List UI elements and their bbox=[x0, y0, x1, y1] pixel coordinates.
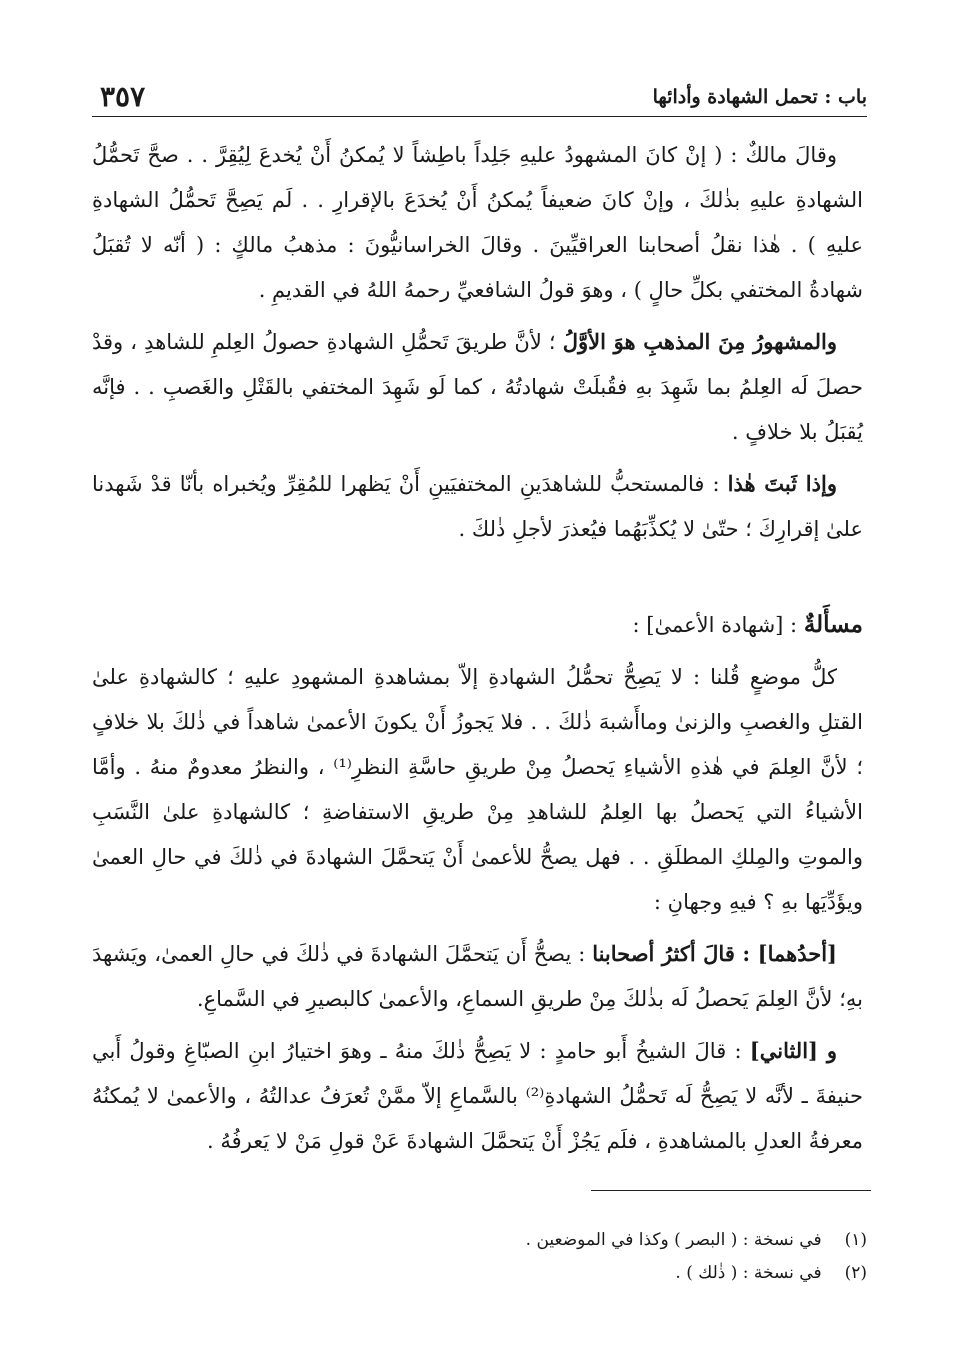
footnote-item bbox=[92, 1224, 867, 1257]
paragraph-text: كلُّ موضعٍ قُلنا : لا يَصِحُّ تحمُّلُ الشهادةِ إلاّ بمشاهدةِ المشهودِ عليهِ ؛ كالشهادةِ علىٰ القتلِ والغصبِ والزنىٰ وماأَشبهَ ذٰلكَ . . فلا يَجوزُ أَنْ يكونَ الأعمىٰ شاهداً في ذٰلكَ بلا خلافٍ ؛ لأنَّ العِلمَ في هٰذهِ الأشياءِ يَحصلُ مِنْ طريقِ حاسَّةِ النظرِ⁽¹⁾ ، والنظرُ معدومٌ منهُ . وأمَّا الأشياءُ التي يَحصلُ بها العِلمُ للشاهدِ مِنْ طريقِ الاستفاضةِ ؛ كالشهادةِ علىٰ النَّسَبِ والموتِ والمِلكِ المطلَقِ . . فهل يصحُّ للأعمىٰ أَنْ يَتحمَّلَ الشهادةَ في ذٰلكَ في حالِ العمىٰ ويؤَدِّيَها بهِ ؟ فيهِ وجهانِ : bbox=[92, 665, 863, 914]
page-number: ٣٥٧ bbox=[100, 80, 146, 113]
paragraph-recommendation bbox=[92, 461, 863, 552]
chapter-title: باب : تحمل الشهادة وأدائها bbox=[652, 86, 867, 108]
section-heading bbox=[92, 602, 863, 648]
paragraph-lead: والمشهورُ مِنَ المذهبِ هوَ الأوَّلُ bbox=[562, 329, 838, 354]
paragraph-lead: وإذا ثَبتَ هٰذا bbox=[727, 471, 837, 496]
footnote-divider bbox=[591, 1190, 871, 1191]
footnote-text: في نسخة : ( ذٰلك ) . bbox=[675, 1263, 822, 1283]
section-heading-subtitle: : [شهادة الأعمىٰ] : bbox=[632, 613, 798, 637]
paragraph-text: وقالَ مالكٌ : ( إنْ كانَ المشهودُ عليهِ جَلِداً باطِشاً لا يُمكنُ أَنْ يُخدعَ لِيُقِرَّ . . صحَّ تَحمُّلُ الشهادةِ عليهِ بذٰلكَ ، وإنْ كانَ ضعيفاً يُمكنُ أَنْ يُخدَعَ بالإقرارِ . . لَم يَصِحَّ تَحمُّلُ الشهادةِ عليهِ ) . هٰذا نقلُ أصحابنا العراقيِّينَ . وقالَ الخراسانيُّونَ : مذهبُ مالكٍ : ( أنّه لا تُقبَلُ شهادةُ المختفي بكلِّ حالٍ ) ، وهوَ قولُ الشافعيِّ رحمهُ اللهُ في القديمِ . bbox=[92, 143, 863, 302]
footnotes bbox=[92, 1224, 867, 1290]
paragraph-well-known-view bbox=[92, 319, 863, 455]
footnote-text: في نسخة : ( البصر ) وكذا في الموضعين . bbox=[525, 1230, 822, 1250]
paragraph-lead: و [الثاني] bbox=[749, 1038, 837, 1063]
paragraph-first-view bbox=[92, 931, 863, 1022]
paragraph-second-view bbox=[92, 1028, 863, 1164]
section-heading-key: مسأَلةٌ bbox=[803, 611, 863, 638]
paragraph-lead: [أحدُهما] : قالَ أكثرُ أصحابنا bbox=[592, 941, 837, 966]
paragraph-text: ؛ لأنَّ طريقَ تَحمُّلِ الشهادةِ حصولُ العِلمِ للشاهدِ ، وقدْ حصلَ لَه العِلمُ بما شَهِدَ بهِ فقُبلَتْ شهادتُهُ ، كما لَو شَهِدَ المختفي بالقَتْلِ والغَصبِ . . فإنَّه يُقبَلُ بلا خلافٍ . bbox=[92, 330, 863, 444]
paragraph-text: : قالَ الشيخُ أَبو حامدٍ : لا يَصِحُّ ذٰلكَ منهُ ـ وهوَ اختيارُ ابنِ الصبّاغِ وقولُ أَبي حنيفةَ ـ لأنَّه لا يَصِحُّ لَه تَحمُّلُ الشهادةِ⁽²⁾ بالسَّماعِ إلاّ ممَّنْ تُعرَفُ عدالتُهُ ، والأعمىٰ لا يُمكنُهُ معرفةُ العدلِ بالمشاهدةِ ، فلَم يَجُزْ أَنْ يَتحمَّلَ الشهادةَ عَنْ قولِ مَنْ لا يَعرفُهُ . bbox=[92, 1039, 863, 1153]
paragraph-text: : فالمستحبُّ للشاهدَينِ المختفيَينِ أَنْ يَظهرا للمُقِرِّ ويُخبراه بأنّا قدْ شَهدنا علىٰ إقرارِكَ ؛ حتّىٰ لا يُكذِّبَهُما فيُعذرَ لأجلِ ذٰلكَ . bbox=[92, 472, 863, 541]
footnote-number: (١) bbox=[844, 1230, 867, 1250]
footnote-number: (٢) bbox=[844, 1263, 867, 1283]
paragraph-blind-witness bbox=[92, 654, 863, 925]
paragraph-text: : يصحُّ أَن يَتحمَّلَ الشهادةَ في ذٰلكَ في حالِ العمىٰ، ويَشهدَ بهِ؛ لأنَّ العِلمَ يَحصلُ لَه بذٰلكَ مِنْ طريقِ السماعِ، والأعمىٰ كالبصيرِ في السَّماعِ. bbox=[92, 942, 863, 1011]
running-header bbox=[92, 78, 867, 117]
footnote-item bbox=[92, 1257, 867, 1290]
main-text bbox=[92, 132, 863, 1170]
paragraph-maliks-view bbox=[92, 132, 863, 313]
